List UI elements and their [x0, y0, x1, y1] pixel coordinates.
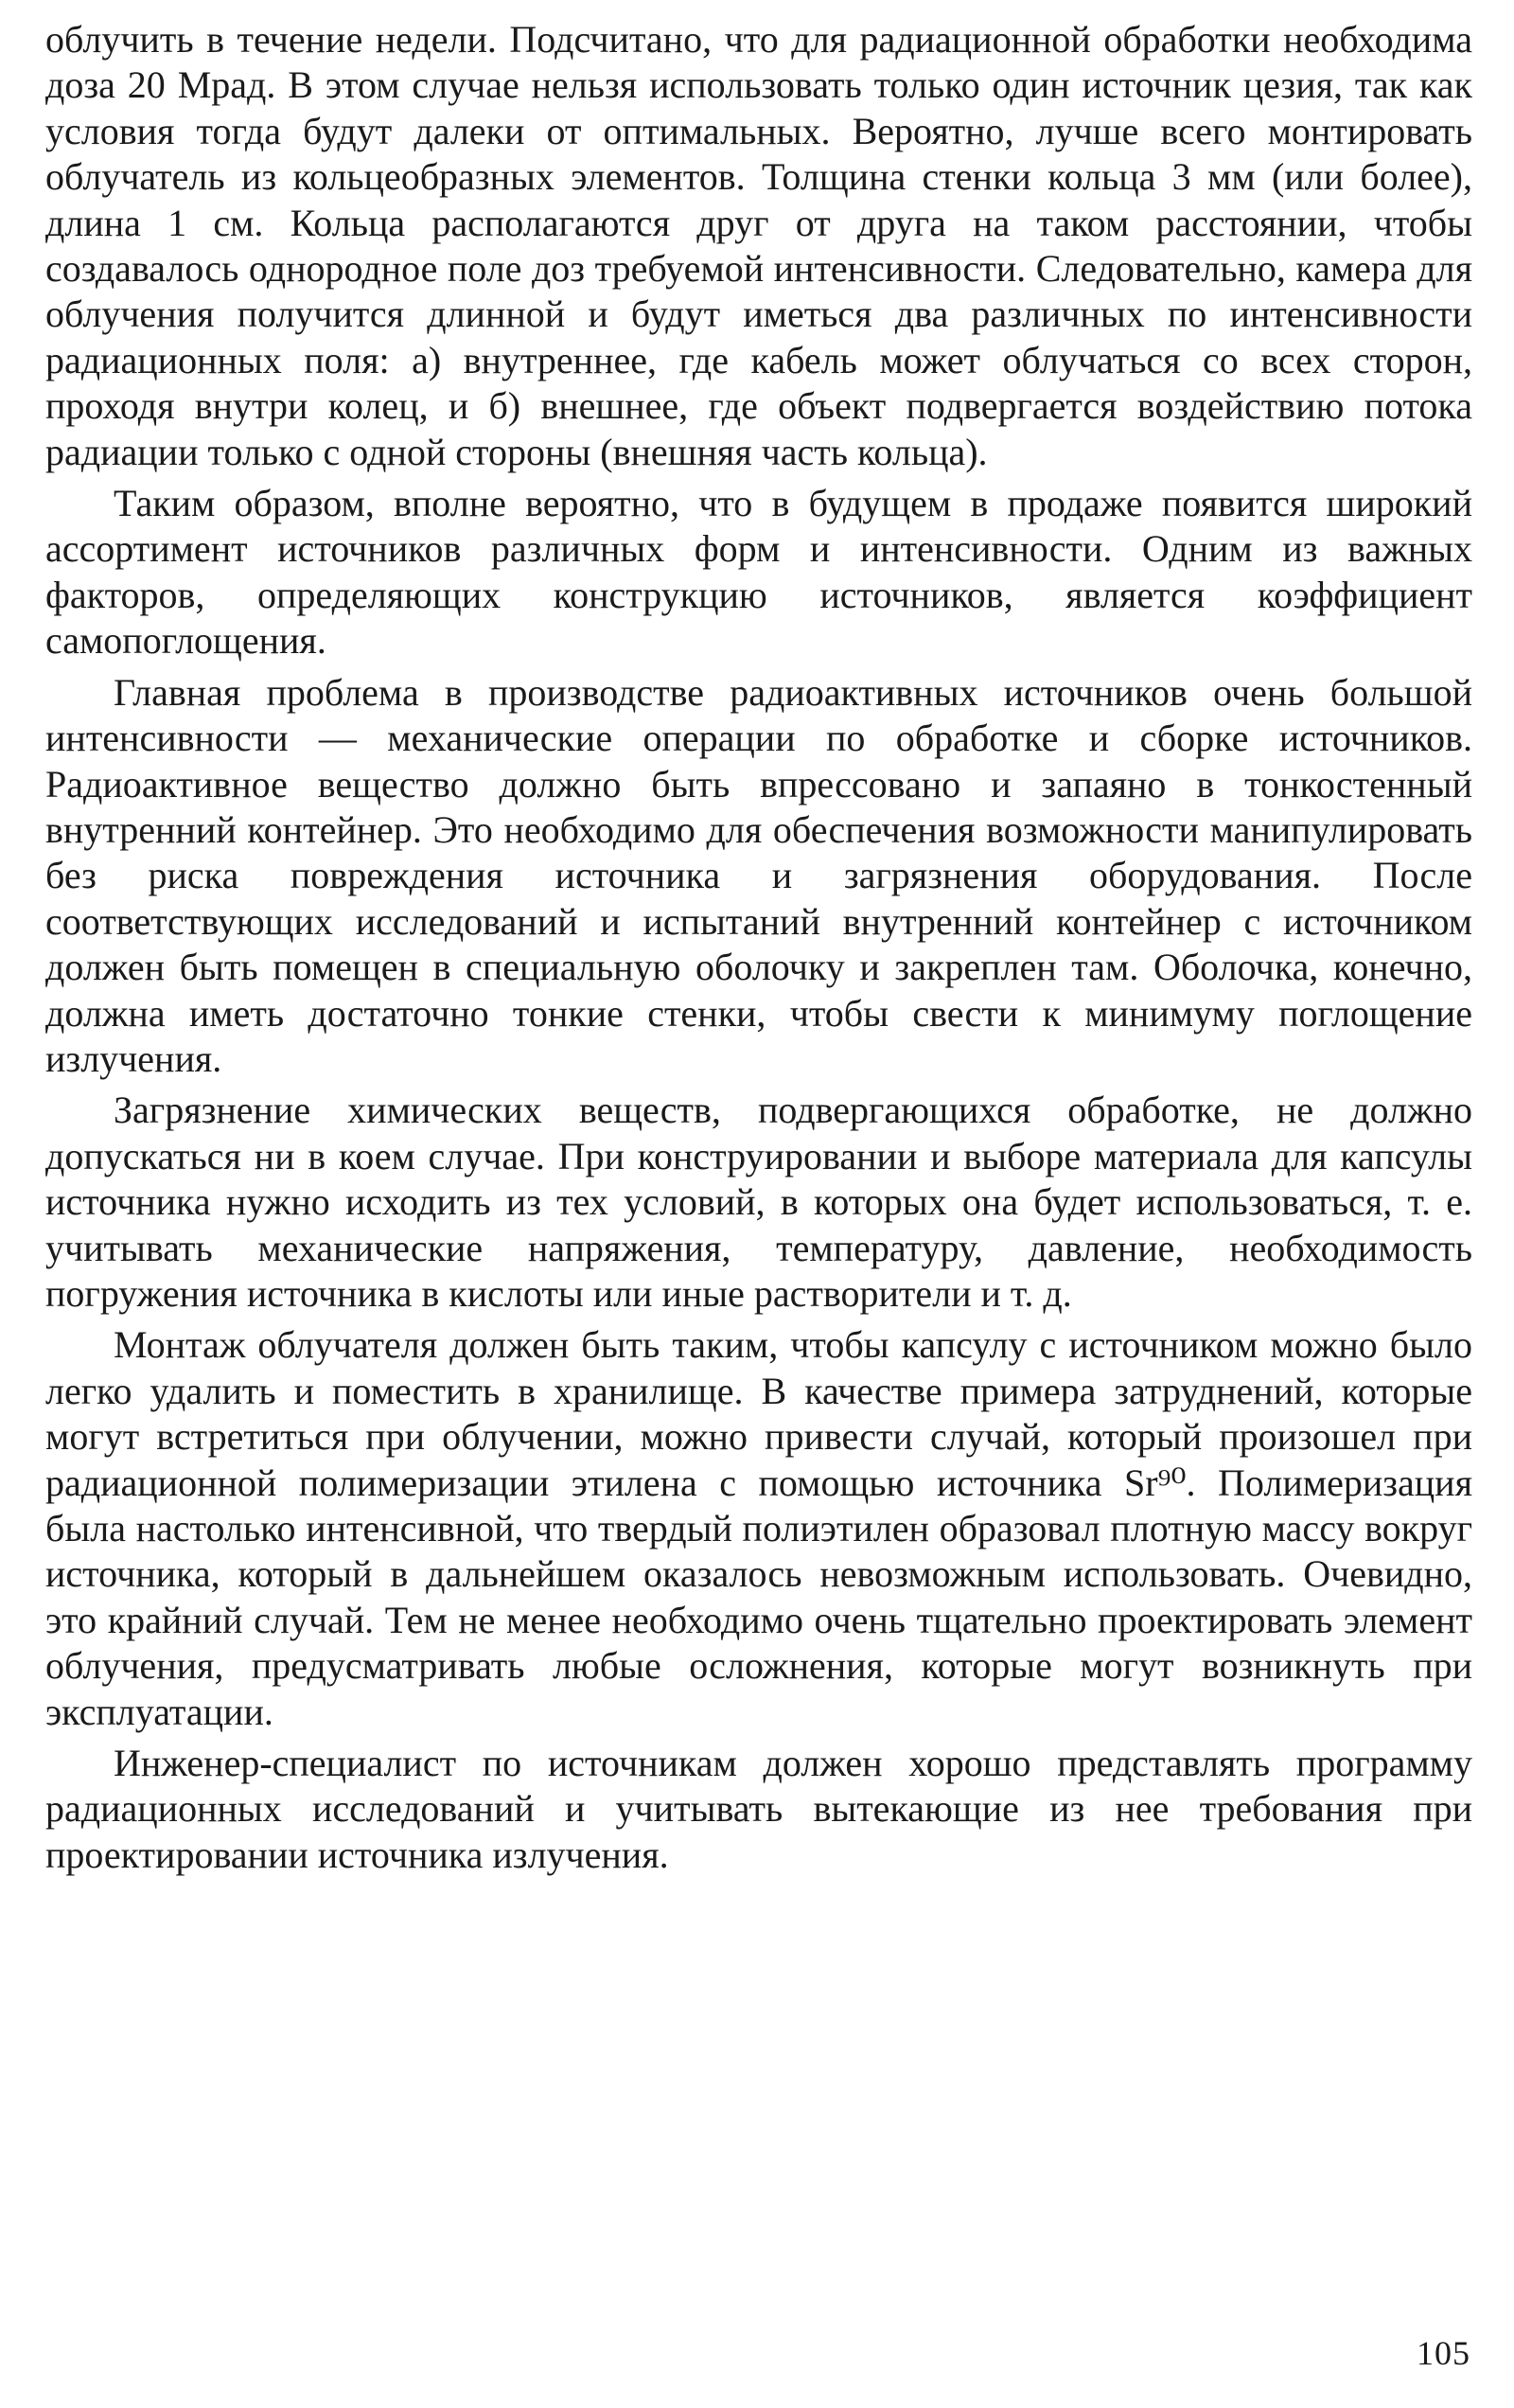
- paragraph-contamination: Загрязнение химических веществ, подвергающихся обработке, не должно допускаться ни в коем случае. При конструировании и выборе материала для капсулы источника нужно исходить из тех условий, в которых она будет использоваться, т. е. учитывать механические напряжения, температуру, давление, необходимость погружения источника в кислоты или иные растворители и т. д.: [45, 1089, 1472, 1315]
- page-body: [45, 17, 1472, 1884]
- page-number: 105: [1417, 2334, 1470, 2372]
- paragraph-source-assortment: Таким образом, вполне вероятно, что в будущем в продаже появится широкий ассортимент источников различных форм и интенсивности. Одним из важных факторов, определяющих конструкцию источников, является коэффициент самопоглощения.: [45, 482, 1472, 663]
- paragraph-continuation: облучить в течение недели. Подсчитано, что для радиационной обработки необходима доза 20 Мрад. В этом случае нельзя использовать только один источник цезия, так как условия тогда будут далеки от оптимальных. Вероятно, лучше всего монтировать облучатель из кольцеобразных элементов. Толщина стенки кольца 3 мм (или более), длина 1 см. Кольца располагаются друг от друга на таком расстоянии, чтобы создавалось однородное поле доз требуемой интенсивности. Следовательно, камера для облучения получится длинной и будут иметься два различных по интенсивности радиационных поля: а) внутреннее, где кабель может облучаться со всех сторон, проходя внутри колец, и б) внешнее, где объект подвергается воздействию потока радиации только с одной стороны (внешняя часть кольца).: [45, 18, 1472, 473]
- paragraph-engineer: Инженер-специалист по источникам должен хорошо представлять программу радиационных исследований и учитывать вытекающие из нее требования при проектировании источника излучения.: [45, 1742, 1472, 1876]
- paragraph-irradiator-mounting: Монтаж облучателя должен быть таким, чтобы капсулу с источником можно было легко удалить и поместить в хранилище. В качестве примера затруднений, которые могут встретиться при облучении, можно привести случай, который произошел при радиационной полимеризации этилена с помощью источника Sr⁹⁰. Полимеризация была настолько интенсивной, что твердый полиэтилен образовал плотную массу вокруг источника, который в дальнейшем оказалось невозможным использовать. Очевидно, это крайний случай. Тем не менее необходимо очень тщательно проектировать элемент облучения, предусматривать любые осложнения, которые могут возникнуть при эксплуатации.: [45, 1323, 1472, 1733]
- paragraph-production-problem: Главная проблема в производстве радиоактивных источников очень большой интенсивности — механические операции по обработке и сборке источников. Радиоактивное вещество должно быть впрессовано и запаяно в тонкостенный внутренний контейнер. Это необходимо для обеспечения возможности манипулировать без риска повреждения источника и загрязнения оборудования. После соответствующих исследований и испытаний внутренний контейнер с источником должен быть помещен в специальную оболочку и закреплен там. Оболочка, конечно, должна иметь достаточно тонкие стенки, чтобы свести к минимуму поглощение излучения.: [45, 670, 1472, 1080]
